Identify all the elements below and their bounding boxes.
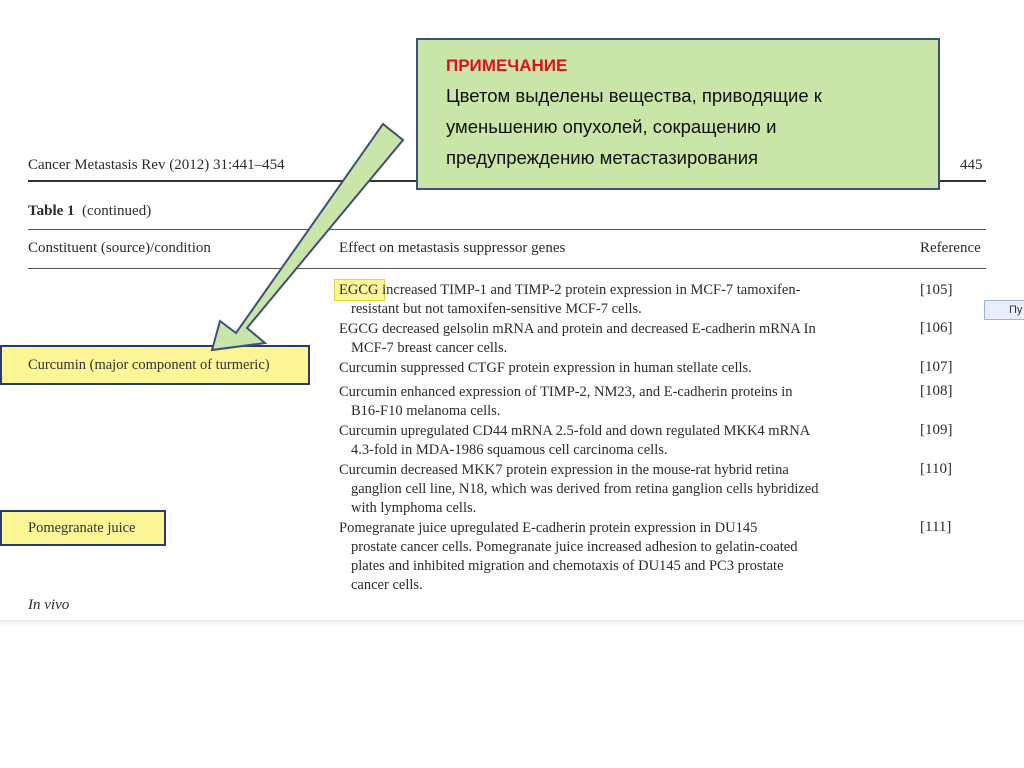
effect-line: resistant but not tamoxifen-sensitive MCF-7 cells. xyxy=(351,301,642,317)
reference-cell: [108] xyxy=(920,383,953,399)
effect-line: with lymphoma cells. xyxy=(351,500,477,516)
table-caption-label: Table 1 xyxy=(28,203,75,219)
effect-line: EGCG decreased gelsolin mRNA and protein and decreased E-cadherin mRNA In xyxy=(339,321,816,337)
reference-cell: [107] xyxy=(920,359,953,375)
note-text xyxy=(446,80,938,173)
side-tab-button[interactable]: Пу xyxy=(984,300,1024,320)
effect-line: 4.3-fold in MDA-1986 squamous cell carcinoma cells. xyxy=(351,442,668,458)
effect-line: Pomegranate juice upregulated E-cadherin protein expression in DU145 xyxy=(339,520,758,536)
reference-cell: [111] xyxy=(920,519,952,535)
note-line: Цветом выделены вещества, приводящие к xyxy=(446,85,822,106)
journal-header: Cancer Metastasis Rev (2012) 31:441–454 xyxy=(28,157,285,173)
reference-cell: [106] xyxy=(920,320,953,336)
column-header-effect: Effect on metastasis suppressor genes xyxy=(339,240,566,256)
page-number: 445 xyxy=(960,157,983,173)
arrow-shape xyxy=(212,124,403,350)
pomegranate-highlight: Pomegranate juice xyxy=(0,510,166,546)
column-header-constituent: Constituent (source)/condition xyxy=(28,240,211,256)
effect-line: B16-F10 melanoma cells. xyxy=(351,403,501,419)
effect-line: plates and inhibited migration and chemotaxis of DU145 and PC3 prostate xyxy=(351,558,784,574)
reference-cell: [105] xyxy=(920,282,953,298)
effect-line: MCF-7 breast cancer cells. xyxy=(351,340,508,356)
note-line: предупреждению метастазирования xyxy=(446,147,759,168)
note-line: уменьшению опухолей, сокращению и xyxy=(446,116,777,137)
reference-cell: [109] xyxy=(920,422,953,438)
effect-line: prostate cancer cells. Pomegranate juice increased adhesion to gelatin-coated xyxy=(351,539,798,555)
note-title: ПРИМЕЧАНИЕ xyxy=(446,56,568,75)
reference-cell: [110] xyxy=(920,461,952,477)
effect-lead: EGCG xyxy=(339,282,379,298)
note-callout xyxy=(416,38,940,190)
section-label-in-vivo: In vivo xyxy=(28,597,70,613)
effect-line: Curcumin enhanced expression of TIMP-2, NM23, and E-cadherin proteins in xyxy=(339,384,793,400)
table-caption-note: (continued) xyxy=(82,203,152,219)
effect-line: cancer cells. xyxy=(351,577,423,593)
effect-line: ganglion cell line, N18, which was derived from retina ganglion cells hybridized xyxy=(351,481,819,497)
effect-line: Curcumin upregulated CD44 mRNA 2.5-fold and down regulated MKK4 mRNA xyxy=(339,423,811,439)
effect-line: Curcumin suppressed CTGF protein expression in human stellate cells. xyxy=(339,360,752,376)
column-header-reference: Reference xyxy=(920,240,981,256)
effect-line: Curcumin decreased MKK7 protein expression in the mouse-rat hybrid retina xyxy=(339,462,789,478)
effect-line: increased TIMP-1 and TIMP-2 protein expression in MCF-7 tamoxifen- xyxy=(378,282,801,298)
curcumin-highlight: Curcumin (major component of turmeric) xyxy=(0,345,310,385)
